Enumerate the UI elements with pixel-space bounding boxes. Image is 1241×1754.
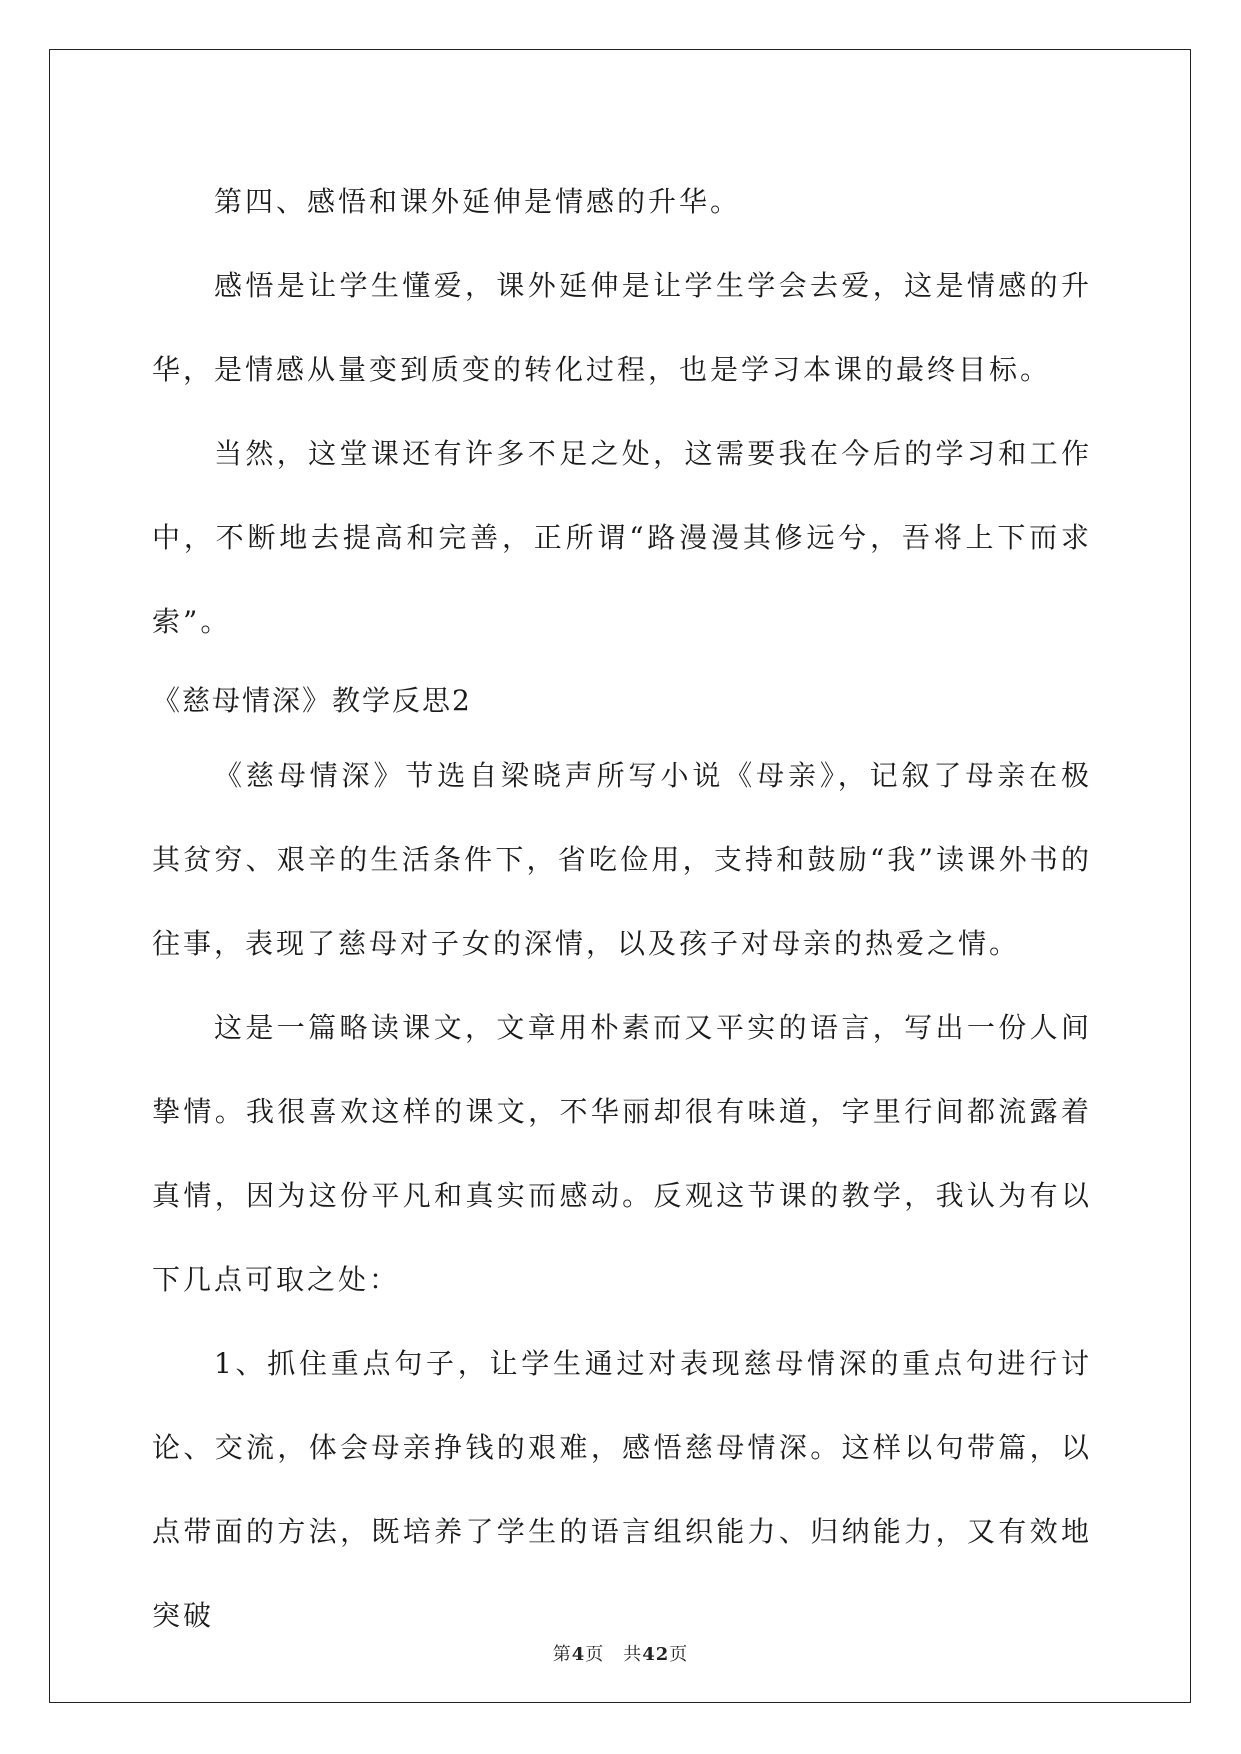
paragraph: 当然，这堂课还有许多不足之处，这需要我在今后的学习和工作中，不断地去提高和完善，正所谓“路漫漫其修远兮，吾将上下而求索”。 bbox=[152, 437, 1092, 638]
footer-mid: 页 共 bbox=[585, 1644, 643, 1665]
paragraph: 第四、感悟和课外延伸是情感的升华。 bbox=[214, 185, 742, 218]
document-body bbox=[152, 160, 1092, 1658]
page-footer bbox=[0, 1640, 1241, 1666]
paragraph: 这是一篇略读课文，文章用朴素而又平实的语言，写出一份人间挚情。我很喜欢这样的课文，不华丽却很有味道，字里行间都流露着真情，因为这份平凡和真实而感动。反观这节课的教学，我认为有以下几点可取之处： bbox=[152, 1011, 1092, 1296]
total-pages-number: 42 bbox=[642, 1644, 670, 1665]
section-title: 《慈母情深》教学反思2 bbox=[152, 684, 472, 717]
paragraph: 1、抓住重点句子，让学生通过对表现慈母情深的重点句进行讨论、交流，体会母亲挣钱的艰难，感悟慈母情深。这样以句带篇，以点带面的方法，既培养了学生的语言组织能力、归纳能力，又有效地突破 bbox=[152, 1347, 1092, 1632]
footer-suffix: 页 bbox=[669, 1644, 689, 1665]
footer-prefix: 第 bbox=[552, 1644, 572, 1665]
paragraph: 《慈母情深》节选自梁晓声所写小说《母亲》，记叙了母亲在极其贫穷、艰辛的生活条件下，省吃俭用，支持和鼓励“我”读课外书的往事，表现了慈母对子女的深情，以及孩子对母亲的热爱之情。 bbox=[152, 759, 1092, 960]
current-page-number: 4 bbox=[571, 1644, 586, 1665]
paragraph: 感悟是让学生懂爱，课外延伸是让学生学会去爱，这是情感的升华，是情感从量变到质变的转化过程，也是学习本课的最终目标。 bbox=[152, 269, 1092, 386]
